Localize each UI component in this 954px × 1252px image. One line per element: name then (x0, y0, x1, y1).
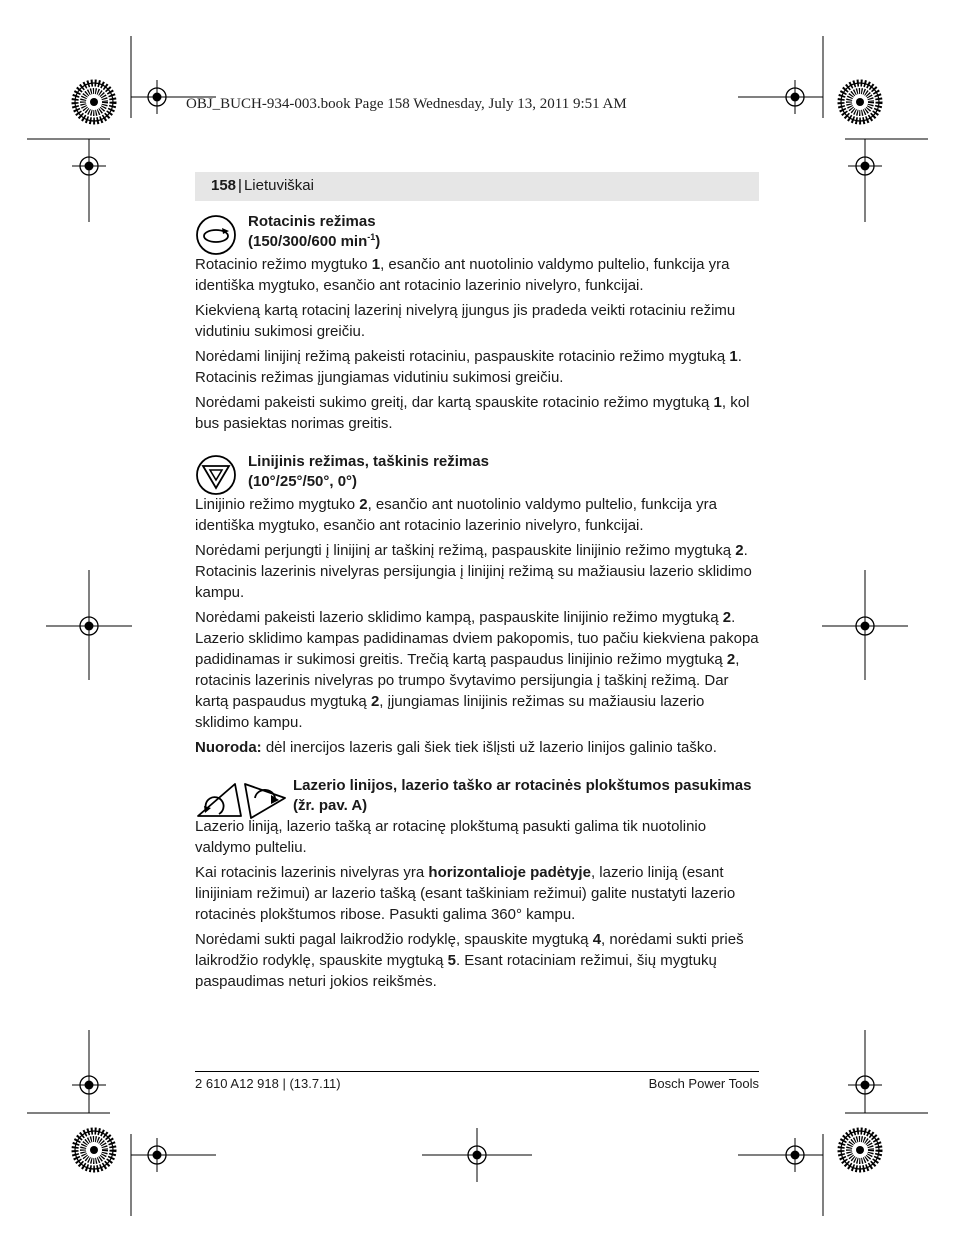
paragraph: Norėdami sukti pagal laikrodžio rodyklę, spauskite mygtuką 4, norėdami sukti prieš laikrodžio rodyklę, spauskite mygtuką 5. Esant rotaciniam režimui, šių mygtukų paspaudimas neturi jokios reikšmės. (195, 931, 744, 990)
running-header (195, 172, 759, 201)
note-paragraph: Nuoroda: dėl inercijos lazeris gali šiek tiek išlįsti už lazerio linijos galinio taško. (195, 739, 717, 756)
section-title: Lazerio linijos, lazerio taško ar rotacinės plokštumos pasukimas (žr. pav. A) (293, 777, 752, 814)
header-separator: | (238, 177, 242, 194)
paragraph: Norėdami pakeisti lazerio sklidimo kampą, paspauskite linijinio režimo mygtuką 2. Lazerio sklidimo kampas padidinamas dviem pakopomis, tuo pačiu kiekviena pakopa padidinamas ir sukimosi greitis. Trečią kartą paspaudus linijinio režimo mygtuką 2, rotacinis lazerinis nivelyras po trumpo švytavimo persijungia į taškinį režimą. Dar kartą paspaudus mygtuką 2, įjungiamas linijinis režimas su mažiausiu lazerio sklidimo kampu. (195, 609, 759, 731)
paragraph: Rotacinio režimo mygtuko 1, esančio ant nuotolinio valdymo pultelio, funkcija yra identiška mygtuko, esančio ant rotacinio lazerinio nivelyro, funkcijai. (195, 256, 730, 294)
note-label: Nuoroda: (195, 739, 262, 756)
section-title: Linijinis režimas, taškinis režimas (10°/25°/50°, 0°) (248, 453, 489, 490)
footer-brand: Bosch Power Tools (648, 1076, 759, 1091)
rotate-counterclockwise-icon (198, 784, 241, 816)
paragraph: Kiekvieną kartą rotacinį lazerinį nivelyrą įjungus jis pradeda veikti rotaciniu režimu vidutiniu sukimosi greičiu. (195, 302, 736, 340)
page-number: 158 (211, 177, 237, 194)
turn-buttons-icon (195, 778, 289, 822)
section-rotation-mode (195, 212, 759, 434)
header-language: Lietuviškai (243, 177, 314, 194)
section-turn-plane (195, 776, 759, 992)
footer-doc-number: 2 610 A12 918 | (13.7.11) (195, 1076, 341, 1091)
rotation-mode-icon (195, 214, 237, 256)
paragraph: Kai rotacinis lazerinis nivelyras yra horizontalioje padėtyje, lazerio liniją (esant linijiniam režimui) ar lazerio tašką (esant taškiniam režimui) galite nustatyti lazerio rotacinės plokštumos ribose. Pasukti galima 360° kampu. (195, 864, 736, 923)
footer-rule (195, 1071, 759, 1072)
section-title: Rotacinis režimas (150/300/600 $\min^{-1}$) (248, 213, 381, 250)
paragraph: Norėdami perjungti į linijinį ar taškinį režimą, paspauskite linijinio režimo mygtuką 2. Rotacinis lazerinis nivelyras persijungia į linijinį režimą su mažiausiu lazerio sklidimo kampu. (195, 542, 752, 601)
paragraph: Linijinio režimo mygtuko 2, esančio ant nuotolinio valdymo pultelio, funkcija yra identiška mygtuko, esančio ant rotacinio lazerinio nivelyro, funkcijai. (195, 496, 717, 534)
line-mode-icon (195, 454, 237, 496)
rotate-clockwise-icon (245, 784, 285, 818)
section-line-mode (195, 452, 759, 758)
paragraph: Lazerio liniją, lazerio tašką ar rotacinę plokštumą pasukti galima tik nuotolinio valdymo pulteliu. (195, 818, 707, 856)
page-content (195, 212, 759, 996)
paragraph: Norėdami pakeisti sukimo greitį, dar kartą spauskite rotacinio režimo mygtuką 1, kol bus pasiektas norimas greitis. (195, 394, 750, 432)
paragraph: Norėdami linijinį režimą pakeisti rotaciniu, paspauskite rotacinio režimo mygtuką 1. Rotacinis režimas įjungiamas vidutiniu sukimosi greičiu. (195, 348, 742, 386)
book-slug-line: OBJ_BUCH-934-003.book Page 158 Wednesday, July 13, 2011 9:51 AM (186, 96, 627, 112)
